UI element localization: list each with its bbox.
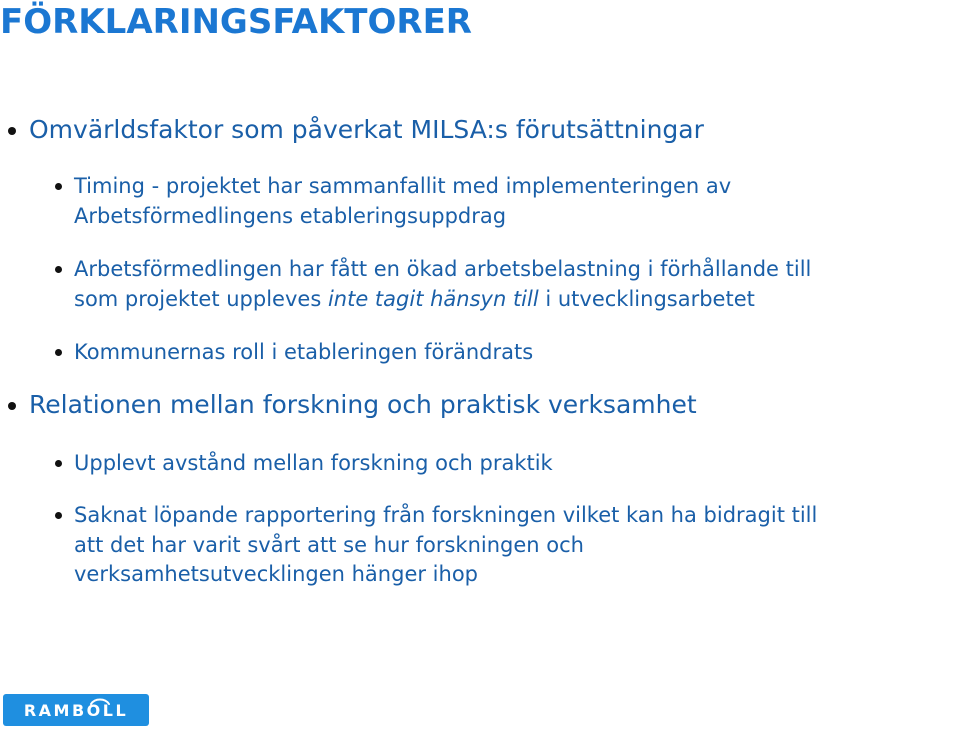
- bullet-dot: [55, 183, 62, 190]
- bullet-level2-saknat-rapportering: [55, 501, 817, 590]
- bullet-text: [74, 501, 817, 590]
- ramboll-logo-mark-icon: [89, 697, 111, 705]
- bullet-dot: [55, 460, 62, 467]
- bullet-level2-timing: [55, 172, 731, 231]
- logo-text: RAMBOLL: [23, 701, 129, 720]
- bullet-level2-arbetsbelastning: [55, 255, 811, 314]
- bullet-text: [74, 255, 811, 314]
- text-line: att det har varit svårt att se hur forskningen och: [74, 532, 584, 557]
- bullet-text: [74, 449, 553, 479]
- bullet-dot: [55, 266, 62, 273]
- text-line: [74, 285, 811, 315]
- bullet-text: Omvärldsfaktor som påverkat MILSA:s förutsättningar: [29, 115, 704, 144]
- text-line: verksamhetsutvecklingen hänger ihop: [74, 562, 478, 586]
- ramboll-logo: [3, 694, 149, 726]
- text-run: som projektet uppleves: [74, 286, 328, 311]
- text-line: Timing - projektet har sammanfallit med implementeringen av: [74, 174, 732, 198]
- bullet-level2-kommunernas-roll: [55, 338, 533, 368]
- bullet-text: [74, 338, 533, 368]
- text-line: Arbetsförmedlingen har fått en ökad arbetsbelastning i förhållande till: [74, 257, 812, 281]
- text-line: Arbetsförmedlingens etableringsuppdrag: [74, 203, 507, 228]
- text-line: Upplevt avstånd mellan forskning och praktik: [74, 451, 553, 475]
- bullet-dot: [8, 127, 16, 135]
- bullet-level1-relationen: [8, 390, 697, 420]
- bullet-text: [74, 172, 731, 231]
- text-line: Kommunernas roll i etableringen förändrats: [74, 340, 534, 364]
- bullet-level2-upplevt-avstand: [55, 449, 553, 479]
- emphasis-text: inte tagit hänsyn till: [327, 286, 539, 311]
- bullet-text: Relationen mellan forskning och praktisk verksamhet: [29, 390, 697, 419]
- page-title: FÖRKLARINGSFAKTORER: [0, 2, 472, 42]
- bullet-level1-omvarldsfaktor: [8, 115, 704, 145]
- bullet-dot: [8, 402, 16, 410]
- text-run: i utvecklingsarbetet: [538, 286, 755, 311]
- text-line: Saknat löpande rapportering från forskningen vilket kan ha bidragit till: [74, 503, 818, 527]
- bullet-dot: [55, 512, 62, 519]
- bullet-dot: [55, 349, 62, 356]
